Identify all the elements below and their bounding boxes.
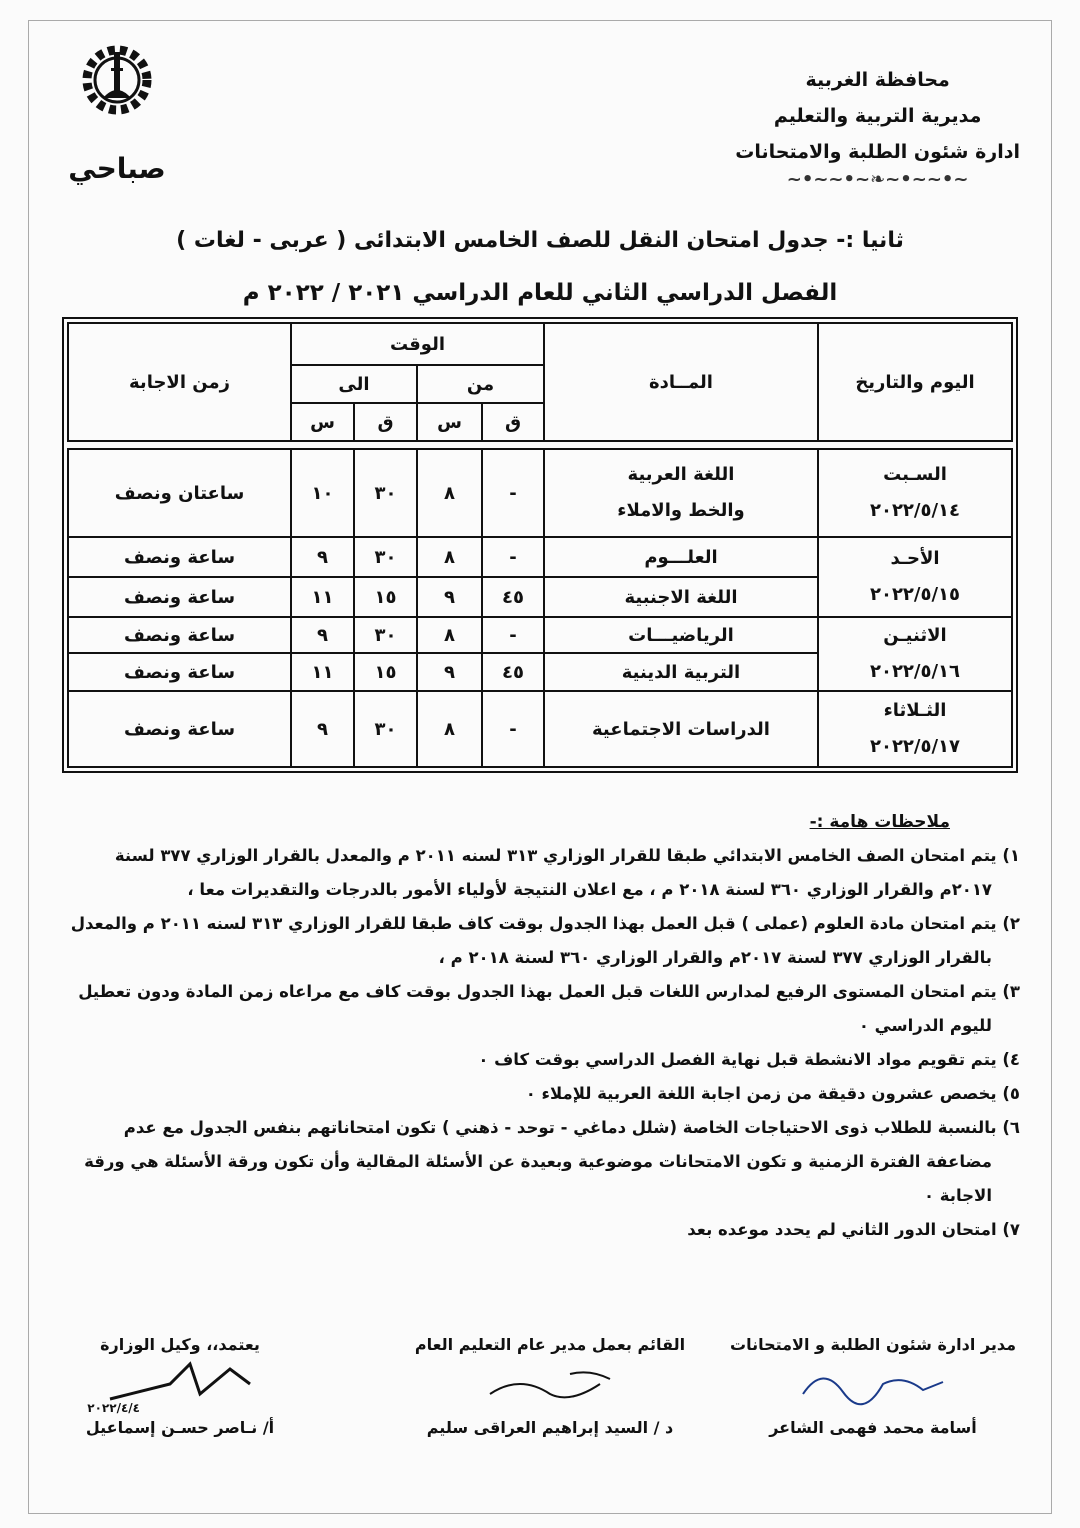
note-item: ٧) امتحان الدور الثاني لم يحدد موعده بعد	[687, 1220, 1020, 1239]
header-to-hour: س	[291, 403, 354, 441]
to-hour: ٩	[291, 617, 354, 653]
signature-name: أسامة محمد فهمى الشاعر	[769, 1418, 977, 1437]
administration: ادارة شئون الطلبة والامتحانات	[735, 141, 1020, 163]
from-hour: ٨	[417, 537, 482, 577]
directorate: مديرية التربية والتعليم	[773, 105, 982, 127]
subject-cell: اللغة العربية والخط والاملاء	[544, 449, 818, 537]
svg-text:٢٠٢٢/٤/٤: ٢٠٢٢/٤/٤	[87, 1401, 140, 1414]
duration: ساعة ونصف	[68, 577, 291, 617]
title-line-1: ثانيا :- جدول امتحان النقل للصف الخامس الابتدائى ( عربى - لغات )	[176, 228, 904, 253]
signature-name: د / السيد إبراهيم العراقى سليم	[426, 1418, 674, 1437]
note-item: ٣) يتم امتحان المستوى الرفيع لمدارس اللغات قبل العمل بهذا الجدول بوقت كاف مع مراعاه زمن المادة ودون تعطيل لليوم الدراسي ٠	[78, 982, 1020, 1035]
duration: ساعة ونصف	[68, 617, 291, 653]
from-min: -	[482, 537, 544, 577]
to-min: ٣٠	[354, 617, 417, 653]
handwritten-signature	[80, 1354, 280, 1414]
table-row	[68, 449, 1012, 537]
signature-title: مدير ادارة شئون الطلبة و الامتحانات	[729, 1335, 1016, 1354]
gear-minaret-icon	[77, 38, 157, 148]
day-cell: الاثنيـن ٢٠٢٢/٥/١٦	[818, 617, 1012, 691]
governorate: محافظة الغربية	[805, 69, 950, 91]
to-min: ٣٠	[354, 449, 417, 537]
subject-cell: التربية الدينية	[544, 653, 818, 691]
handwritten-signature	[773, 1354, 973, 1414]
header-from: من	[417, 365, 544, 403]
signature-title: يعتمد،، وكيل الوزارة	[100, 1335, 260, 1354]
from-hour: ٨	[417, 617, 482, 653]
day-cell: الأحـد ٢٠٢٢/٥/١٥	[818, 537, 1012, 617]
to-min: ٣٠	[354, 691, 417, 767]
from-min: -	[482, 449, 544, 537]
header-to-min: ق	[354, 403, 417, 441]
from-hour: ٨	[417, 449, 482, 537]
from-min: ٤٥	[482, 577, 544, 617]
header-from-min: ق	[482, 403, 544, 441]
to-hour: ٩	[291, 691, 354, 767]
signature-block-students-affairs	[728, 1335, 1018, 1437]
table-row	[68, 537, 1012, 577]
table-row	[68, 691, 1012, 767]
header-from-hour: س	[417, 403, 482, 441]
header-duration: زمن الاجابة	[68, 323, 291, 441]
duration: ساعة ونصف	[68, 691, 291, 767]
note-item: ١) يتم امتحان الصف الخامس الابتدائي طبقا للقرار الوزاري ٣١٣ لسنه ٢٠١١ م والمعدل بالقرار الوزاري ٣٧٧ لسنة ٢٠١٧م والقرار الوزاري ٣٦٠ لسنة ٢٠١٨ م ، مع اعلان النتيجة لأولياء الأمور بالدرجات والتقديرات معا ،	[114, 846, 1020, 899]
from-min: -	[482, 617, 544, 653]
from-hour: ٨	[417, 691, 482, 767]
header-time: الوقت	[291, 323, 544, 365]
to-hour: ١٠	[291, 449, 354, 537]
duration: ساعة ونصف	[68, 537, 291, 577]
signature-block-undersecretary	[70, 1335, 290, 1437]
signature-name: أ/ نـاصر حسـن إسماعيل	[85, 1418, 275, 1437]
header-to: الى	[291, 365, 417, 403]
day-cell: السـبت ٢٠٢٢/٥/١٤	[818, 449, 1012, 537]
logo	[62, 38, 172, 185]
note-item: ٤) يتم تقويم مواد الانشطة قبل نهاية الفصل الدراسي بوقت كاف ٠	[478, 1050, 1020, 1069]
to-min: ١٥	[354, 577, 417, 617]
to-min: ١٥	[354, 653, 417, 691]
to-min: ٣٠	[354, 537, 417, 577]
note-item: ٦) بالنسبة للطلاب ذوى الاحتياجات الخاصة (شلل دماغي - توحد - ذهني ) تكون امتحاناتهم بنفس الجدول مع عدم مضاعفة الفترة الزمنية و تكون الامتحانات موضوعية وبعيدة عن الأسئلة المقالية وأن تكون ورقة الأسئلة هي ورقة الاجابة ٠	[84, 1118, 1020, 1205]
subject-cell: الدراسات الاجتماعية	[544, 691, 818, 767]
day-cell: الثـلاثاء ٢٠٢٢/٥/١٧	[818, 691, 1012, 767]
to-hour: ١١	[291, 653, 354, 691]
subject-cell: العلـــوم	[544, 537, 818, 577]
note-item: ٢) يتم امتحان مادة العلوم (عملى ) قبل العمل بهذا الجدول بوقت كاف طبقا للقرار الوزاري ٣١٣ لسنه ٢٠١١ م والمعدل بالقرار الوزاري ٣٧٧ لسنة ٢٠١٧م والقرار الوزاري ٣٦٠ لسنة ٢٠١٨ م ،	[70, 914, 1020, 967]
subject-cell: الرياضيـــات	[544, 617, 818, 653]
logo-text: صباحي	[68, 152, 166, 185]
from-min: -	[482, 691, 544, 767]
header-day-date: اليوم والتاريخ	[818, 323, 1012, 441]
notes-heading: ملاحظات هامة :-	[809, 812, 950, 832]
from-min: ٤٥	[482, 653, 544, 691]
letterhead	[735, 62, 1020, 190]
duration: ساعتان ونصف	[68, 449, 291, 537]
notes-section	[60, 805, 1020, 1247]
signature-block-general-education	[390, 1335, 710, 1437]
header-subject: المــادة	[544, 323, 818, 441]
duration: ساعة ونصف	[68, 653, 291, 691]
table-row	[68, 617, 1012, 653]
from-hour: ٩	[417, 653, 482, 691]
signature-title: القائم بعمل مدير عام التعليم العام	[414, 1335, 686, 1354]
note-item: ٥) يخصص عشرون دقيقة من زمن اجابة اللغة العربية للإملاء ٠	[525, 1084, 1020, 1103]
from-hour: ٩	[417, 577, 482, 617]
exam-schedule-table	[67, 322, 1013, 768]
handwritten-signature	[450, 1354, 650, 1414]
ornament-divider: ~•~~•~❧~•~~•~	[786, 169, 969, 190]
to-hour: ٩	[291, 537, 354, 577]
to-hour: ١١	[291, 577, 354, 617]
subject-cell: اللغة الاجنبية	[544, 577, 818, 617]
title-line-2: الفصل الدراسي الثاني للعام الدراسي ٢٠٢١ / ٢٠٢٢ م	[242, 280, 838, 306]
